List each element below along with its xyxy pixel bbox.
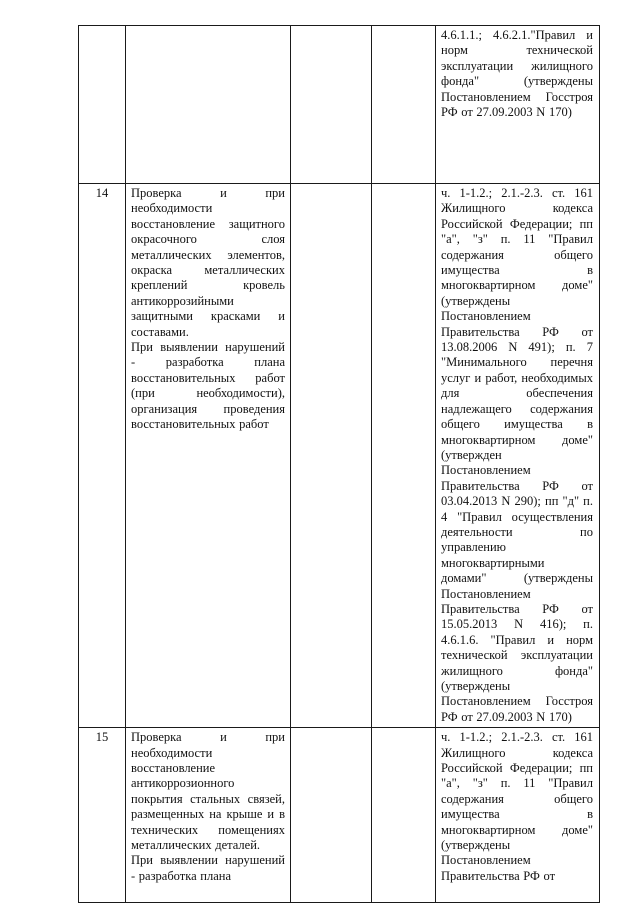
work-description: Проверка и при необходимости восстановление защитного окрасочного слоя металлических элементов, окраска металлических креплений кровель антикоррозийными защитными красками и составами. При выявлении нарушений - разработка плана восстановительных работ (при необходимости), организация проведения восстановительных работ xyxy=(131,186,285,432)
work-description xyxy=(126,26,290,30)
work-description-cell xyxy=(126,26,291,184)
work-description-cell xyxy=(126,728,291,903)
table-row xyxy=(79,26,600,184)
legal-basis-text: ч. 1-1.2.; 2.1.-2.3. ст. 161 Жилищного кодекса Российской Федерации; пп "а", "з" п. 11 "Правил содержания общего имущества в многоквартирном доме" (утверждены Постановлением Правительства РФ от 13.08.2006 N 491); п. 7 "Минимального перечня услуг и работ, необходимых для обеспечения надлежащего содержания общего имущества в многоквартирном доме" (утвержден Постановлением Правительства РФ от 03.04.2013 N 290); пп "д" п. 4 "Правил осуществления деятельности по управлению многоквартирными домами" (утверждены Постановлением Правительства РФ от 15.05.2013 N 416); п. 4.6.1.6. "Правил и норм технической эксплуатации жилищного фонда" (утверждены Постановлением Госстроя РФ от 27.09.2003 N 170) xyxy=(441,186,593,724)
legal-basis-cell xyxy=(436,184,600,728)
row-number-cell xyxy=(79,26,126,184)
empty-cell xyxy=(372,728,436,903)
empty-cell xyxy=(291,184,372,728)
row-number-cell xyxy=(79,728,126,903)
work-description-cell xyxy=(126,184,291,728)
legal-basis-text: ч. 1-1.2.; 2.1.-2.3. ст. 161 Жилищного кодекса Российской Федерации; пп "а", "з" п. 11 "Правил содержания общего имущества в многоквартирном доме" (утверждены Постановлением Правительства РФ от xyxy=(441,730,593,883)
row-number: 15 xyxy=(95,730,109,745)
row-number-cell xyxy=(79,184,126,728)
table-row xyxy=(79,184,600,728)
empty-cell xyxy=(372,184,436,728)
works-table xyxy=(78,25,600,903)
legal-basis-text: 4.6.1.1.; 4.6.2.1."Правил и норм технической эксплуатации жилищного фонда" (утверждены Постановлением Госстроя РФ от 27.09.2003 N 170) xyxy=(441,28,593,120)
legal-basis-cell xyxy=(436,26,600,184)
legal-basis-cell xyxy=(436,728,600,903)
empty-cell xyxy=(291,728,372,903)
table-row xyxy=(79,728,600,903)
empty-cell xyxy=(291,26,372,184)
row-number: 14 xyxy=(95,186,109,200)
empty-cell xyxy=(372,26,436,184)
work-description: Проверка и при необходимости восстановление антикоррозионного покрытия стальных связей, размещенных на крыше и в технических помещениях металлических деталей. При выявлении нарушений - разработка плана xyxy=(131,730,285,883)
